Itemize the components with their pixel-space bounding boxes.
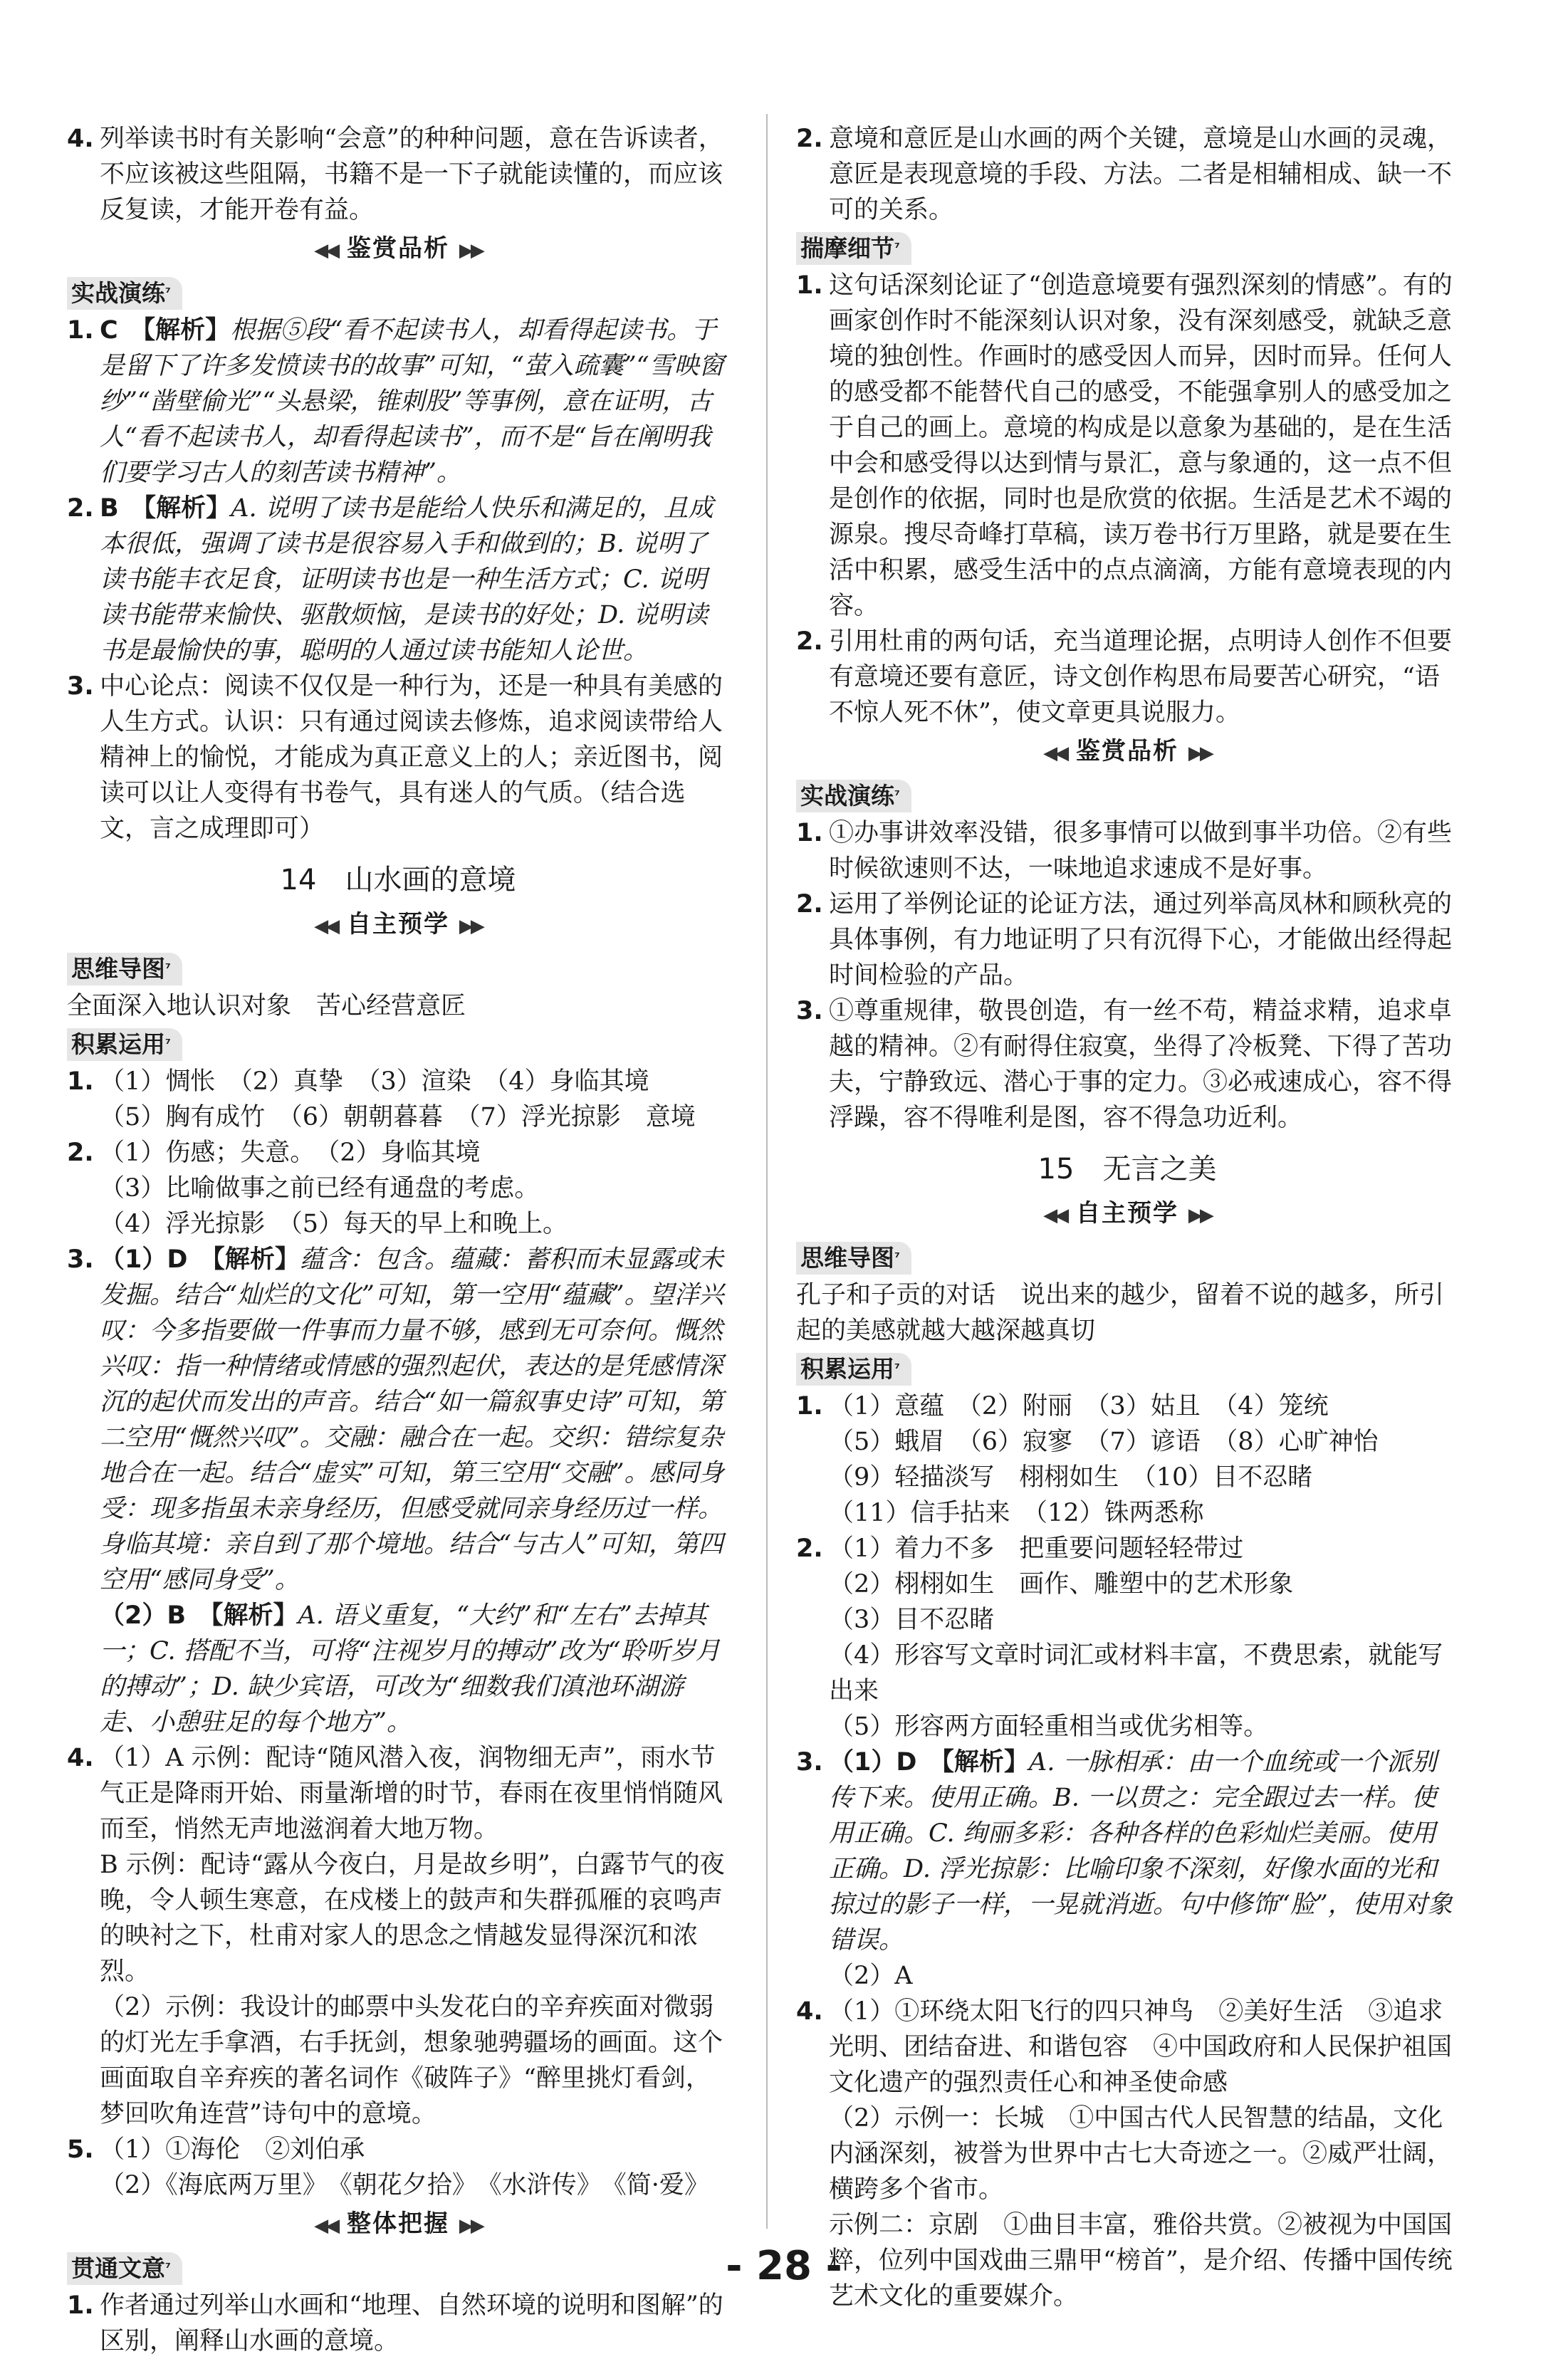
practice-3 [67, 669, 729, 847]
analysis-text: A. 说明了读书是能给人快乐和满足的，且成本很低，强调了读书是很容易入手和做到的；B. 说明了读书能丰衣足食，证明读书也是一种生活方式；C. 说明读书能带来愉快、驱散烦恼，是读书的好处；D. 说明读书是最愉快的事，聪明的人通过读书能知人论世。 [100, 494, 714, 665]
answer-line: （2）《海底两万里》 《朝花夕拾》 《水浒传》 《简·爱》 [100, 2171, 709, 2200]
tab-corner-icon: ⁷ [894, 241, 900, 256]
accumulation-1 [67, 1064, 729, 1135]
answer-line: （11）信手拈来 （12）铢两悉称 [829, 1499, 1204, 1527]
mindmap-text: 孔子和子贡的对话 说出来的越少，留着不说的越多，所引起的美感就越大越深越真切 [796, 1281, 1445, 1345]
question-number: 4. [796, 1997, 823, 2026]
analysis-text: A. 一脉相承：由一个血统或一个派别传下来。使用正确。B. 一以贯之：完全跟过去一样。使用正确。C. 绚丽多彩：各种各样的色彩灿烂美丽。使用正确。D. 浮光掠影：比喻印象不深刻，好像水面的光和掠过的影子一样，一晃就消逝。句中修饰“脸”，使用对象错误。 [829, 1748, 1453, 1955]
answer-line: （4）浮光掠影 （5）每天的早上和晚上。 [100, 1210, 568, 1238]
question-number: 3. [796, 997, 823, 1025]
practice-1 [796, 815, 1458, 886]
section-bar-preview: ◀◀ 自主预学 ▶▶ [1043, 1199, 1211, 1228]
answer-line: （2）示例一：长城 ①中国古代人民智慧的结晶，文化内涵深刻，被誉为世界中古七大奇迹之一。②威严壮阔，横跨多个省市。 [829, 2104, 1453, 2204]
tab-corner-icon: ⁷ [165, 1037, 171, 1052]
question-number: 1. [67, 316, 94, 345]
double-right-arrow-icon: ▶▶ [459, 916, 482, 937]
question-number: 1. [796, 271, 823, 300]
analysis-text: 蕴含：包含。蕴藏：蓄积而未显露或未发掘。结合“灿烂的文化”可知，第一空用“蕴藏”。望洋兴叹：今多指要做一件事而力量不够，感到无可奈何。慨然兴叹：指一种情绪或情感的强烈起伏，表达的是凭感情深沉的起伏而发出的声音。结合“如一篇叙事史诗”可知，第二空用“慨然兴叹”。交融：融合在一起。交织：错综复杂地合在一起。结合“虚实”可知，第三空用“交融”。感同身受：现多指虽未亲身经历，但感受就同亲身经历过一样。身临其境：亲自到了那个境地。结合“与古人”可知，第四空用“感同身受”。 [100, 1245, 724, 1594]
answer-text: 引用杜甫的两句话，充当道理论据，点明诗人创作不但要有意境还要有意匠，诗文创作构思布局要苦心研究，“语不惊人死不休”，使文章更具说服力。 [829, 627, 1453, 727]
analysis-text: A. 语义重复，“大约”和“左右”去掉其一；C. 搭配不当，可将“注视岁月的搏动”改为“聆听岁月的搏动”；D. 缺少宾语，可改为“细数我们滇池环湖游走、小憩驻足的每个地方”。 [100, 1601, 721, 1737]
tab-corner-icon: ⁷ [894, 788, 900, 803]
details-1 [796, 268, 1458, 624]
left-column [67, 121, 729, 2359]
tab-corner-icon: ⁷ [165, 286, 171, 300]
answer-tag: C 【解析】 [100, 316, 231, 345]
answer-text: 列举读书时有关影响“会意”的种种问题，意在告诉读者，不应该被这些阻隔，书籍不是一下子就能读懂的，而应该反复读，才能开卷有益。 [100, 125, 723, 224]
question-number: 2. [796, 125, 823, 153]
question-number: 4. [67, 1744, 94, 1772]
answer-line: （4）形容写文章时词汇或材料丰富，不费思索，就能写出来 [829, 1641, 1443, 1705]
comprehension-2 [796, 121, 1458, 228]
answer-text: 这句话深刻论证了“创造意境要有强烈深刻的情感”。有的画家创作时不能深刻认识对象，没有深刻感受，就缺乏意境的独创性。作画时的感受因人而异，因时而异。任何人的感受都不能替代自己的感受，不能强拿别人的感受加之于自己的画上。意境的构成是以意象为基础的，是在生活中会和感受得以达到情与景汇，意与象通的，这一点不但是创作的依据，同时也是欣赏的依据。生活是艺术不竭的源泉。搜尽奇峰打草稿，读万卷书行万里路，就是要在生活中积累，感受生活中的点点滴滴，方能有意境表现的内容。 [829, 271, 1453, 620]
question-number: 1. [67, 1067, 94, 1096]
question-number: 2. [796, 1534, 823, 1563]
answer-tag: （2）B 【解析】 [100, 1601, 298, 1630]
answer-line: （1）①环绕太阳飞行的四只神鸟 ②美好生活 ③追求光明、团结奋进、和谐包容 ④中国政府和人民保护祖国文化遗产的强烈责任心和神圣使命感 [829, 1997, 1453, 2097]
double-left-arrow-icon: ◀◀ [314, 916, 338, 937]
double-right-arrow-icon: ▶▶ [1188, 1205, 1211, 1226]
answer-line: （2）A [829, 1962, 913, 1990]
mindmap-text: 全面深入地认识对象 苦心经营意匠 [67, 992, 466, 1020]
section-bar-preview: ◀◀ 自主预学 ▶▶ [314, 910, 482, 938]
practice-2 [796, 886, 1458, 993]
accumulation-2 [67, 1135, 729, 1242]
answer-text: ①办事讲效率没错，很多事情可以做到事半功倍。②有些时候欲速则不达，一味地追求速成不是好事。 [829, 819, 1453, 883]
question-number: 3. [67, 1245, 94, 1274]
analysis-text: 根据⑤段“看不起读书人，却看得起读书。于是留下了许多发愤读书的故事”可知，“萤入疏囊”“雪映窗纱”“凿壁偷光”“头悬梁，锥刺股”等事例，意在证明，古人“看不起读书人，却看得起读书”，而不是“旨在阐明我们要学习古人的刻苦读书精神”。 [100, 316, 724, 487]
double-left-arrow-icon: ◀◀ [314, 2215, 338, 2237]
question-number: 1. [796, 819, 823, 847]
section-bar-appreciation: ◀◀ 鉴赏品析 ▶▶ [314, 234, 482, 263]
comprehension-1 [67, 2288, 729, 2359]
accumulation-4 [67, 1740, 729, 2132]
answer-line: （1）①海伦 ②刘伯承 [100, 2135, 365, 2164]
lesson-title-14: 14 山水画的意境 [280, 864, 516, 896]
answer-line: （1）A 示例：配诗“随风潜入夜，润物细无声”，雨水节气正是降雨开始、雨量渐增的时节，春雨在夜里悄悄随风而至，悄然无声地滋润着大地万物。 [100, 1744, 723, 1843]
answer-line: 示例二：京剧 ①曲目丰富，雅俗共赏。②被视为中国国粹，位列中国戏曲三鼎甲“榜首”，是介绍、传播中国传统艺术文化的重要媒介。 [829, 2211, 1453, 2311]
accumulation-3 [67, 1242, 729, 1740]
accumulation-5 [67, 2132, 729, 2203]
question-number: 1. [796, 1392, 823, 1421]
tab-corner-icon: ⁷ [165, 2261, 171, 2276]
subsection-tab-accumulation: 积累运用$^{^7}$ [67, 1028, 182, 1061]
answer-line: （5）蛾眉 （6）寂寥 （7）谚语 （8）心旷神怡 [829, 1428, 1379, 1456]
double-left-arrow-icon: ◀◀ [1043, 743, 1067, 764]
question-4 [67, 121, 729, 228]
answer-text: 中心论点：阅读不仅仅是一种行为，还是一种具有美感的人生方式。认识：只有通过阅读去修炼，追求阅读带给人精神上的愉悦，才能成为真正意义上的人；亲近图书，阅读可以让人变得有书卷气，具有迷人的气质。（结合选文，言之成理即可） [100, 672, 723, 843]
right-column [796, 121, 1458, 2314]
answer-line: （2）栩栩如生 画作、雕塑中的艺术形象 [829, 1570, 1294, 1599]
accumulation-2 [796, 1531, 1458, 1745]
tab-corner-icon: ⁷ [894, 1361, 900, 1376]
double-right-arrow-icon: ▶▶ [459, 2215, 482, 2237]
answer-line: （3）比喻做事之前已经有通盘的考虑。 [100, 1174, 540, 1203]
answer-tag: （1）D 【解析】 [100, 1245, 300, 1274]
section-bar-appreciation: ◀◀ 鉴赏品析 ▶▶ [1043, 737, 1211, 765]
double-right-arrow-icon: ▶▶ [459, 240, 482, 261]
question-number: 1. [67, 2291, 94, 2320]
answer-line: B 示例：配诗“露从今夜白，月是故乡明”，白露节气的夜晚，令人顿生寒意，在戍楼上的鼓声和失群孤雁的哀鸣声的映衬之下，杜甫对家人的思念之情越发显得深沉和浓烈。 [100, 1851, 725, 1986]
answer-line: （1）伤感；失意。 （2）身临其境 [100, 1139, 481, 1167]
accumulation-1 [796, 1388, 1458, 1531]
question-number: 4. [67, 125, 94, 153]
lesson-title-15: 15 无言之美 [1038, 1153, 1217, 1186]
practice-1 [67, 313, 729, 491]
question-number: 2. [67, 494, 94, 523]
subsection-tab-practice: 实战演练$^{^7}$ [67, 277, 182, 310]
answer-line: （1）惆怅 （2）真挚 （3）渲染 （4）身临其境 [100, 1067, 649, 1096]
subsection-tab-practice: 实战演练$^{^7}$ [796, 780, 911, 812]
section-bar-overall: ◀◀ 整体把握 ▶▶ [314, 2209, 482, 2238]
answer-line: （5）胸有成竹 （6）朝朝暮暮 （7）浮光掠影 意境 [100, 1103, 696, 1131]
page-number: - 28 - [726, 2243, 842, 2289]
subsection-tab-accumulation: 积累运用$^{^7}$ [796, 1353, 911, 1386]
accumulation-3 [796, 1745, 1458, 1994]
practice-2 [67, 491, 729, 669]
tab-corner-icon: ⁷ [894, 1250, 900, 1265]
answer-line: （9）轻描淡写 栩栩如生 （10）目不忍睹 [829, 1463, 1313, 1492]
answer-text: 意境和意匠是山水画的两个关键，意境是山水画的灵魂，意匠是表现意境的手段、方法。二者是相辅相成、缺一不可的关系。 [829, 125, 1453, 224]
question-number: 5. [67, 2135, 94, 2164]
answer-line: （1）着力不多 把重要问题轻轻带过 [829, 1534, 1244, 1563]
question-number: 2. [796, 890, 823, 919]
question-number: 2. [67, 1139, 94, 1167]
double-left-arrow-icon: ◀◀ [1043, 1205, 1067, 1226]
question-number: 3. [796, 1748, 823, 1777]
question-number: 3. [67, 672, 94, 701]
answer-text: ①尊重规律，敬畏创造，有一丝不苟，精益求精，追求卓越的精神。②有耐得住寂寞，坐得了冷板凳、下得了苦功夫，宁静致远、潜心于事的定力。③必戒速成心，容不得浮躁，容不得唯利是图，容不得急功近利。 [829, 997, 1453, 1132]
subsection-tab-comprehension: 贯通文意$^{^7}$ [67, 2252, 182, 2285]
details-2 [796, 624, 1458, 731]
column-divider [766, 114, 768, 2229]
double-right-arrow-icon: ▶▶ [1188, 743, 1211, 764]
answer-tag: B 【解析】 [100, 494, 231, 523]
answer-tag: （1）D 【解析】 [829, 1748, 1029, 1777]
practice-3 [796, 993, 1458, 1136]
subsection-tab-mindmap: 思维导图$^{^7}$ [67, 953, 182, 985]
question-number: 2. [796, 627, 823, 656]
subsection-tab-details: 揣摩细节$^{^7}$ [796, 232, 911, 265]
answer-text: 运用了举例论证的论证方法，通过列举高凤林和顾秋亮的具体事例，有力地证明了只有沉得下心，才能做出经得起时间检验的产品。 [829, 890, 1453, 990]
answer-line: （5）形容两方面轻重相当或优劣相等。 [829, 1712, 1269, 1741]
tab-corner-icon: ⁷ [165, 961, 171, 976]
answer-text: 作者通过列举山水画和“地理、自然环境的说明和图解”的区别，阐释山水画的意境。 [100, 2291, 723, 2355]
answer-line: （1）意蕴 （2）附丽 （3）姑且 （4）笼统 [829, 1392, 1329, 1421]
answer-line: （2）示例：我设计的邮票中头发花白的辛弃疾面对微弱的灯光左手拿酒，右手抚剑，想象驰骋疆场的画面。这个画面取自辛弃疾的著名词作《破阵子》“醉里挑灯看剑，梦回吹角连营”诗句中的意境。 [100, 1993, 723, 2128]
subsection-tab-mindmap: 思维导图$^{^7}$ [796, 1242, 911, 1275]
answer-line: （3）目不忍睹 [829, 1606, 995, 1634]
double-left-arrow-icon: ◀◀ [314, 240, 338, 261]
